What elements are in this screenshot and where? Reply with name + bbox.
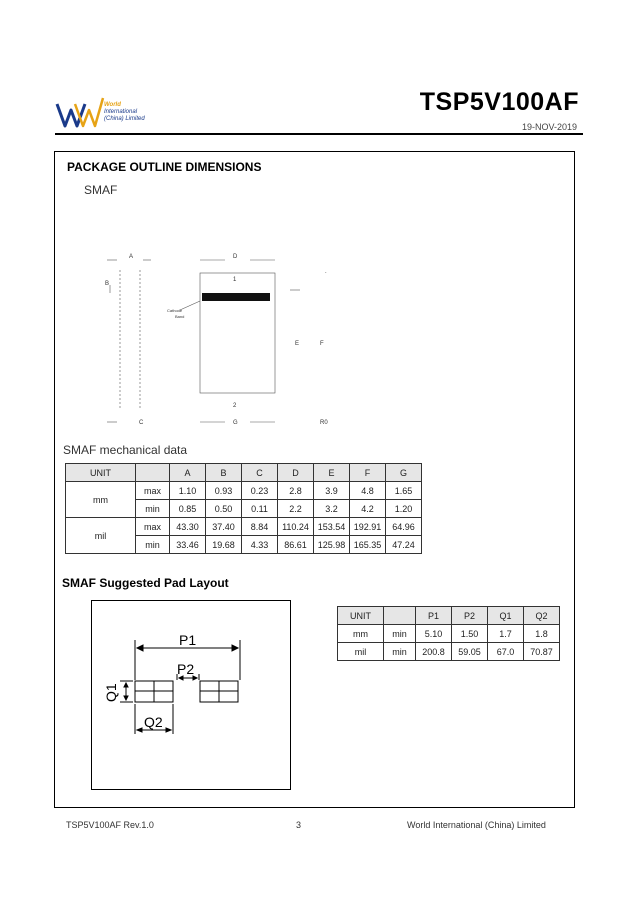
svg-text:2: 2 [233,403,237,409]
document-date: 19-NOV-2019 [521,122,577,132]
header-divider [55,133,583,135]
section-title: PACKAGE OUTLINE DIMENSIONS [67,160,262,174]
part-number: TSP5V100AF [419,88,579,116]
cathode-band [202,293,270,301]
table-row: min 0.85 0.50 0.11 2.2 3.2 4.2 1.20 [66,500,422,518]
svg-text:P2: P2 [177,661,195,677]
svg-text:D: D [233,254,238,260]
package-outline-diagram [95,245,345,435]
svg-text:B: B [105,281,110,287]
table-header-row: UNIT P1 P2 Q1 Q2 [338,607,560,625]
svg-text:Cathode: Cathode [167,308,183,313]
pad-layout-title: SMAF Suggested Pad Layout [62,576,229,590]
svg-text:Band: Band [175,314,185,319]
pad-dimensions-table [337,606,560,661]
svg-text:.: . [325,269,327,275]
table-row: mil min 200.8 59.05 67.0 70.87 [338,643,560,661]
table-header-row: UNIT A B C D E F G [66,464,422,482]
mechanical-data-table [65,463,422,554]
svg-text:A: A [129,254,134,260]
logo-wordmark: World International (China) Limited [104,102,145,122]
svg-text:P1: P1 [179,632,197,648]
pad-layout-diagram [100,630,260,740]
table-row: mm max 1.10 0.93 0.23 2.8 3.9 4.8 1.65 [66,482,422,500]
table-row: min 33.46 19.68 4.33 86.61 125.98 165.35 47.24 [66,536,422,554]
footer-company: World International (China) Limited [407,820,546,830]
svg-text:Q2: Q2 [144,714,163,730]
svg-text:C: C [139,420,144,426]
svg-text:Q1: Q1 [103,683,119,702]
svg-text:E: E [295,341,300,347]
page-number: 3 [296,820,302,830]
svg-text:F: F [320,341,324,347]
mech-table-title: SMAF mechanical data [63,443,188,457]
svg-text:R0: R0 [320,420,328,426]
svg-text:1: 1 [233,277,237,283]
svg-text:G: G [233,420,238,426]
footer-doc-id: TSP5V100AF Rev.1.0 [66,820,154,830]
table-row: mil max 43.30 37.40 8.84 110.24 153.54 192.91 64.96 [66,518,422,536]
package-name: SMAF [84,183,118,197]
table-row: mm min 5.10 1.50 1.7 1.8 [338,625,560,643]
